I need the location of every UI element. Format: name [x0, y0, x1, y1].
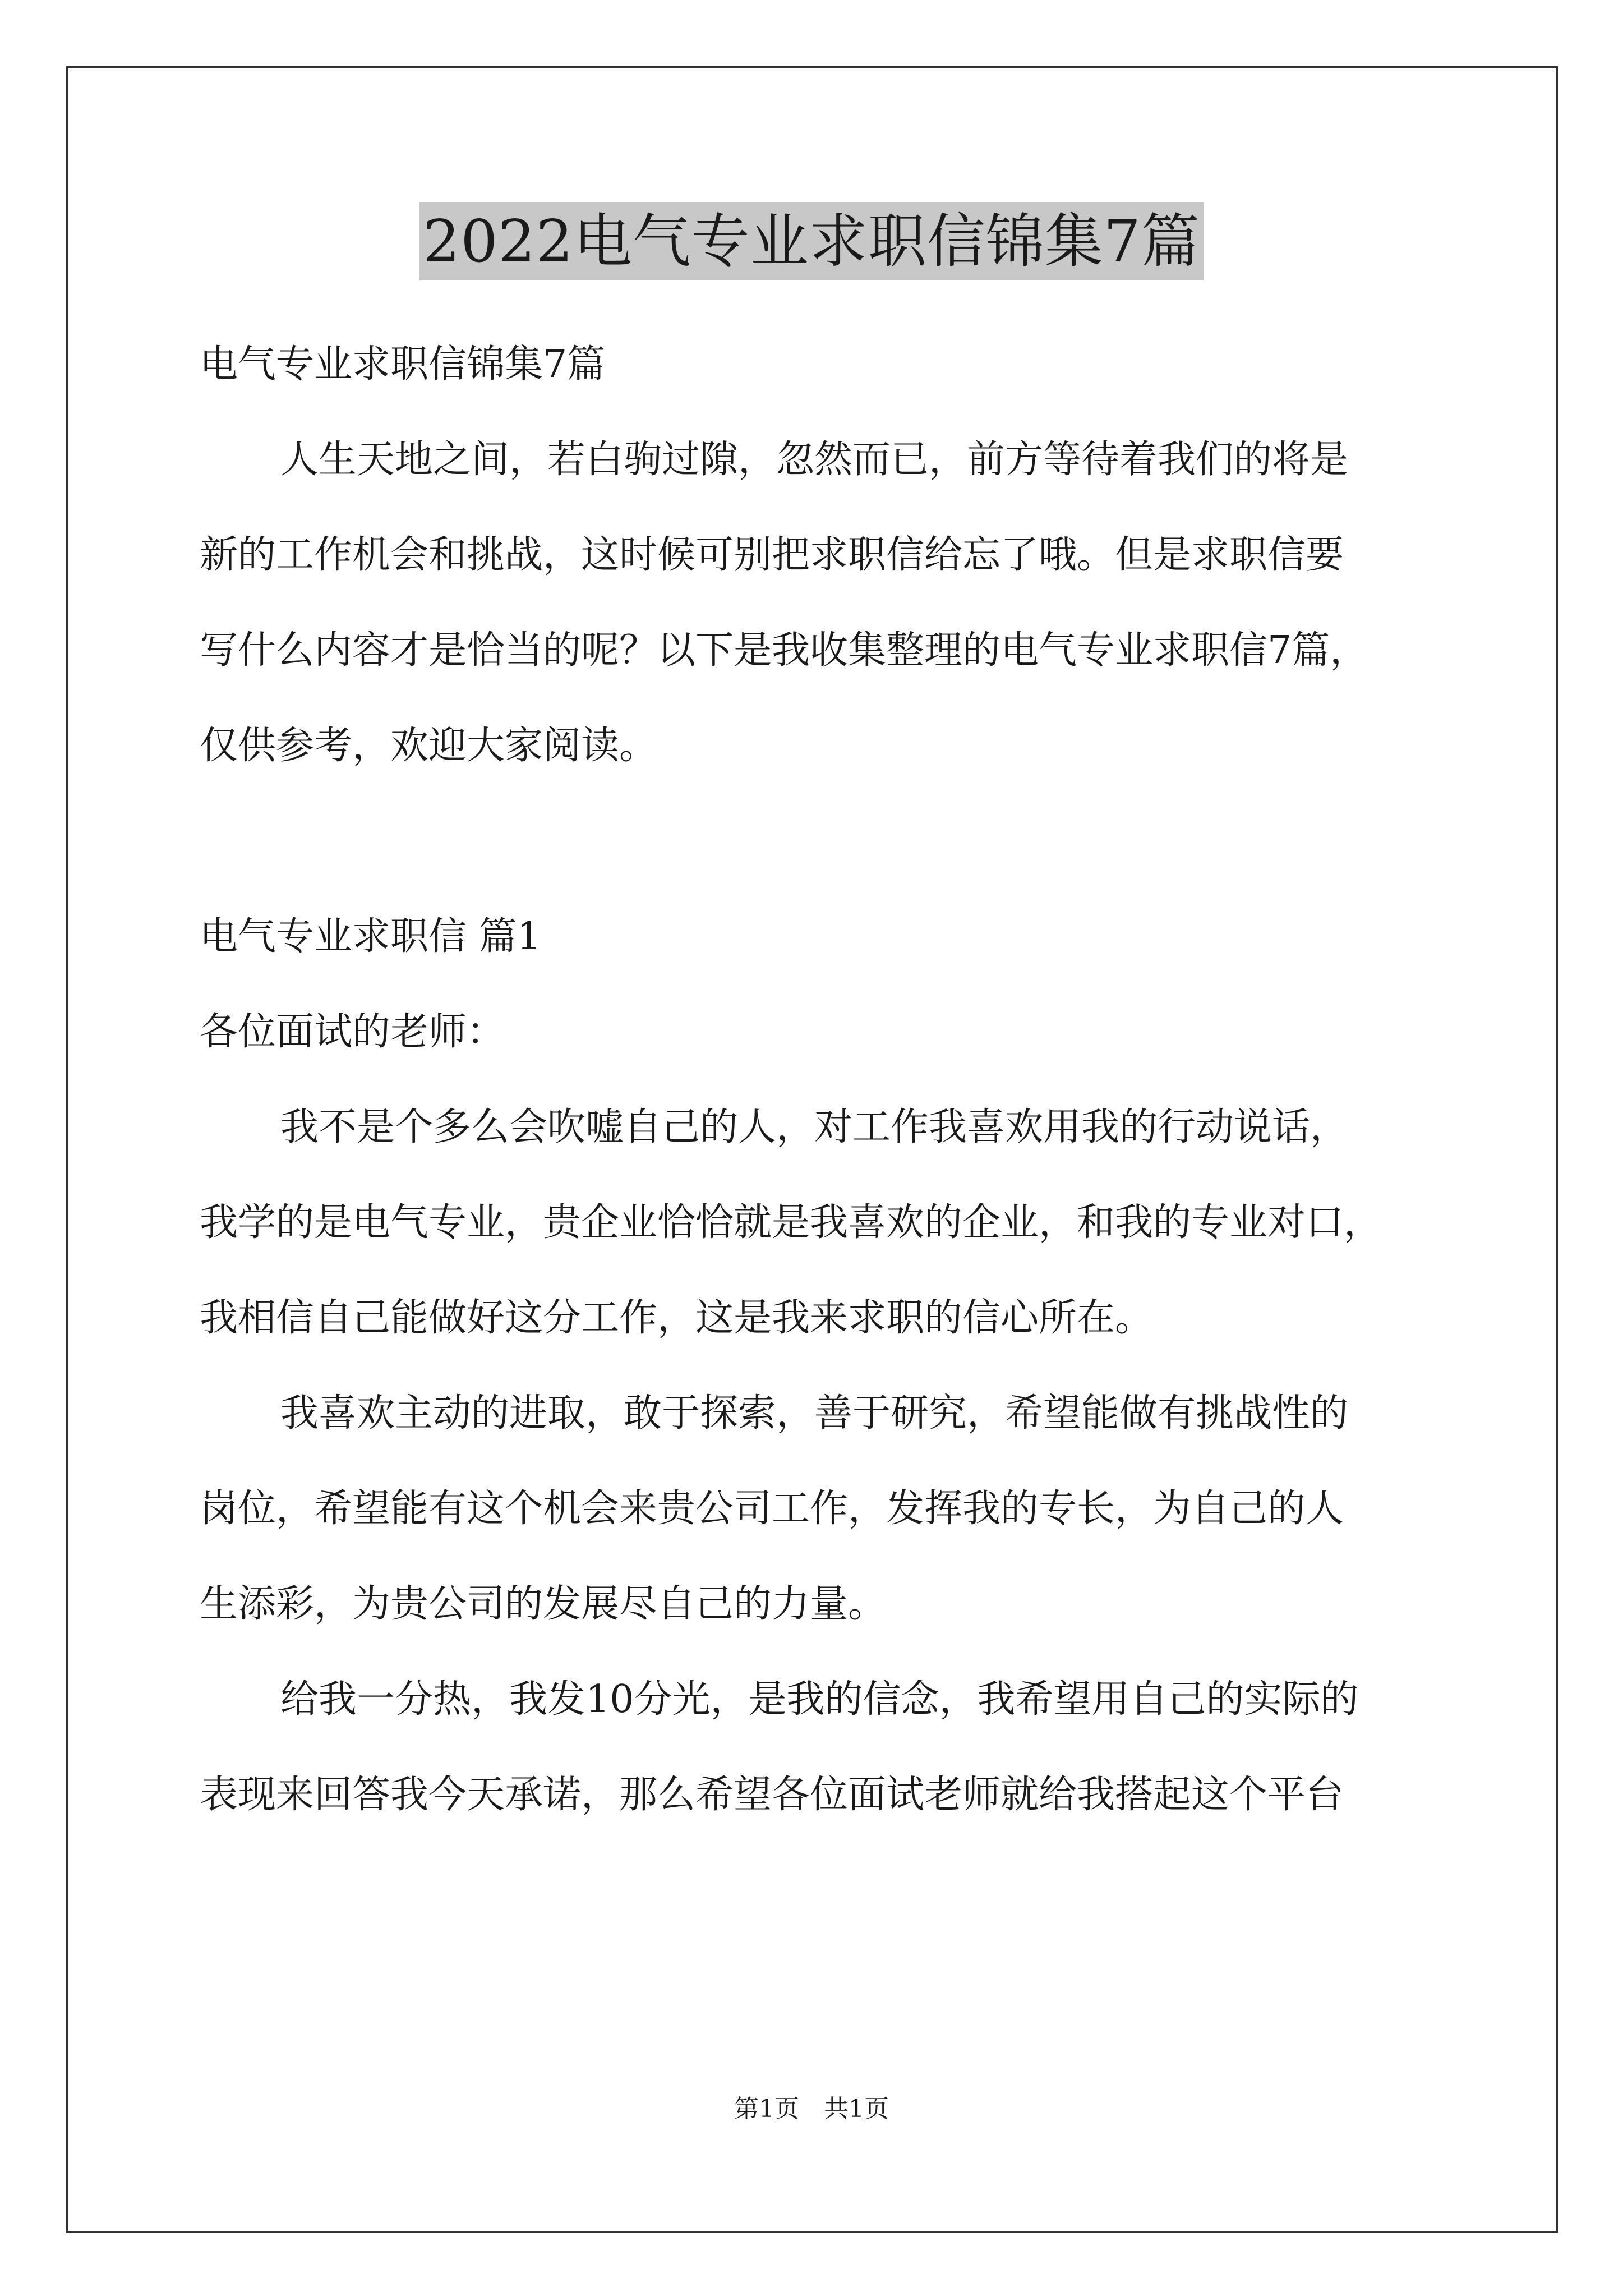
document-title: 2022电气专业求职信锦集7篇	[419, 202, 1204, 280]
blank-line	[200, 794, 1461, 889]
intro-line: 人生天地之间，若白驹过隙，忽然而已，前方等待着我们的将是	[280, 438, 1349, 482]
paragraph-line: 给我一分热，我发10分光，是我的信念，我希望用自己的实际的	[280, 1677, 1359, 1722]
paragraph-line: 我喜欢主动的进取，敢于探索，善于研究，希望能做有挑战性的	[280, 1391, 1349, 1435]
salutation: 各位面试的老师：	[200, 1010, 505, 1054]
paragraph-line: 我不是个多么会吹嘘自己的人，对工作我喜欢用我的行动说话，	[280, 1105, 1349, 1149]
page-number-footer: 第1页 共1页	[734, 2095, 889, 2123]
paragraph-line: 我学的是电气专业，贵企业恰恰就是我喜欢的企业，和我的专业对口，	[200, 1200, 1382, 1245]
subtitle: 电气专业求职信锦集7篇	[200, 342, 606, 386]
title-container	[0, 202, 1623, 280]
paragraph-line: 我相信自己能做好这分工作，这是我来求职的信心所在。	[200, 1296, 1154, 1340]
intro-line: 新的工作机会和挑战，这时候可别把求职信给忘了哦。但是求职信要	[200, 533, 1344, 577]
section-heading: 电气专业求职信 篇1	[200, 914, 541, 959]
paragraph-line: 生添彩，为贵公司的发展尽自己的力量。	[200, 1582, 887, 1626]
intro-line: 写什么内容才是恰当的呢？以下是我收集整理的电气专业求职信7篇，	[200, 628, 1368, 673]
intro-line: 仅供参考，欢迎大家阅读。	[200, 724, 658, 768]
document-body	[200, 317, 1461, 1843]
paragraph-line: 表现来回答我今天承诺，那么希望各位面试老师就给我搭起这个平台	[200, 1773, 1344, 1817]
paragraph-line: 岗位，希望能有这个机会来贵公司工作，发挥我的专长，为自己的人	[200, 1487, 1344, 1531]
